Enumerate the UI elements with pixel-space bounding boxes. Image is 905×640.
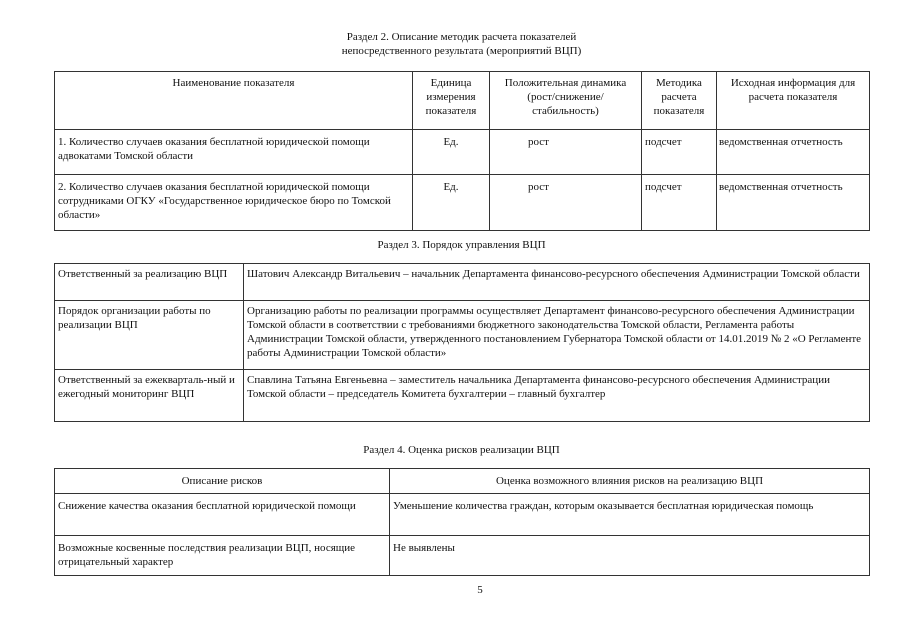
risk-impact: Уменьшение количества граждан, которым оказывается бесплатная юридическая помощь [390, 494, 870, 536]
header-source: Исходная информация для расчета показателя [717, 72, 870, 130]
management-value: Спавлина Татьяна Евгеньевна – заместитель начальника Департамента финансово-ресурсного обеспечения Администрации Томской области – председатель Комитета бухгалтерии – главный бухгалтер [244, 370, 870, 422]
indicator-unit: Ед. [413, 130, 490, 175]
indicators-table [54, 71, 870, 231]
table-row [55, 264, 870, 301]
management-value: Организацию работы по реализации программы осуществляет Департамент финансово-ресурсного обеспечения Администрации Томской области в соответствии с требованиями бюджетного законодательства Томской области, Регламента работы Администрации Томской области, утвержденного постановлением Губернатора Томской области от 14.01.2019 № 2 «О Регламенте работы Администрации Томской области» [244, 301, 870, 370]
section2-title-line1: Раздел 2. Описание методик расчета показателей [346, 31, 577, 43]
indicator-method: подсчет [642, 130, 717, 175]
header-risk-description: Описание рисков [55, 469, 390, 494]
indicator-dynamics: рост [490, 175, 642, 231]
indicator-unit: Ед. [413, 175, 490, 231]
header-unit: Единица измерения показателя [413, 72, 490, 130]
management-value: Шатович Александр Витальевич – начальник Департамента финансово-ресурсного обеспечения Администрации Томской области [244, 264, 870, 301]
indicator-method: подсчет [642, 175, 717, 231]
header-risk-impact: Оценка возможного влияния рисков на реализацию ВЦП [390, 469, 870, 494]
indicator-name: 2. Количество случаев оказания бесплатной юридической помощи сотрудниками ОГКУ «Государственное юридическое бюро по Томской области» [55, 175, 413, 231]
indicator-dynamics: рост [490, 130, 642, 175]
risk-impact: Не выявлены [390, 536, 870, 576]
management-table [54, 263, 870, 422]
management-label: Порядок организации работы по реализации ВЦП [55, 301, 244, 370]
section2-heading [54, 30, 869, 58]
table-row [55, 494, 870, 536]
section2-title-line2: непосредственного результата (мероприятий ВЦП) [341, 45, 582, 57]
section3-title: Раздел 3. Порядок управления ВЦП [377, 239, 546, 251]
risks-table [54, 468, 870, 576]
header-indicator-name: Наименование показателя [55, 72, 413, 130]
management-label: Ответственный за ежекварталь-ный и ежегодный мониторинг ВЦП [55, 370, 244, 422]
indicator-source: ведомственная отчетность [717, 130, 870, 175]
page-number: 5 [477, 584, 483, 596]
header-dynamics: Положительная динамика (рост/снижение/ стабильность) [490, 72, 642, 130]
indicator-name: 1. Количество случаев оказания бесплатной юридической помощи адвокатами Томской области [55, 130, 413, 175]
section4-title: Раздел 4. Оценка рисков реализации ВЦП [363, 444, 560, 456]
indicator-source: ведомственная отчетность [717, 175, 870, 231]
table-row [55, 536, 870, 576]
table-row [55, 175, 870, 231]
risk-description: Возможные косвенные последствия реализации ВЦП, носящие отрицательный характер [55, 536, 390, 576]
management-label: Ответственный за реализацию ВЦП [55, 264, 244, 301]
indicators-header-row [55, 72, 870, 130]
table-row [55, 130, 870, 175]
header-method: Методика расчета показателя [642, 72, 717, 130]
table-row [55, 370, 870, 422]
risk-description: Снижение качества оказания бесплатной юридической помощи [55, 494, 390, 536]
table-row [55, 301, 870, 370]
risks-header-row [55, 469, 870, 494]
